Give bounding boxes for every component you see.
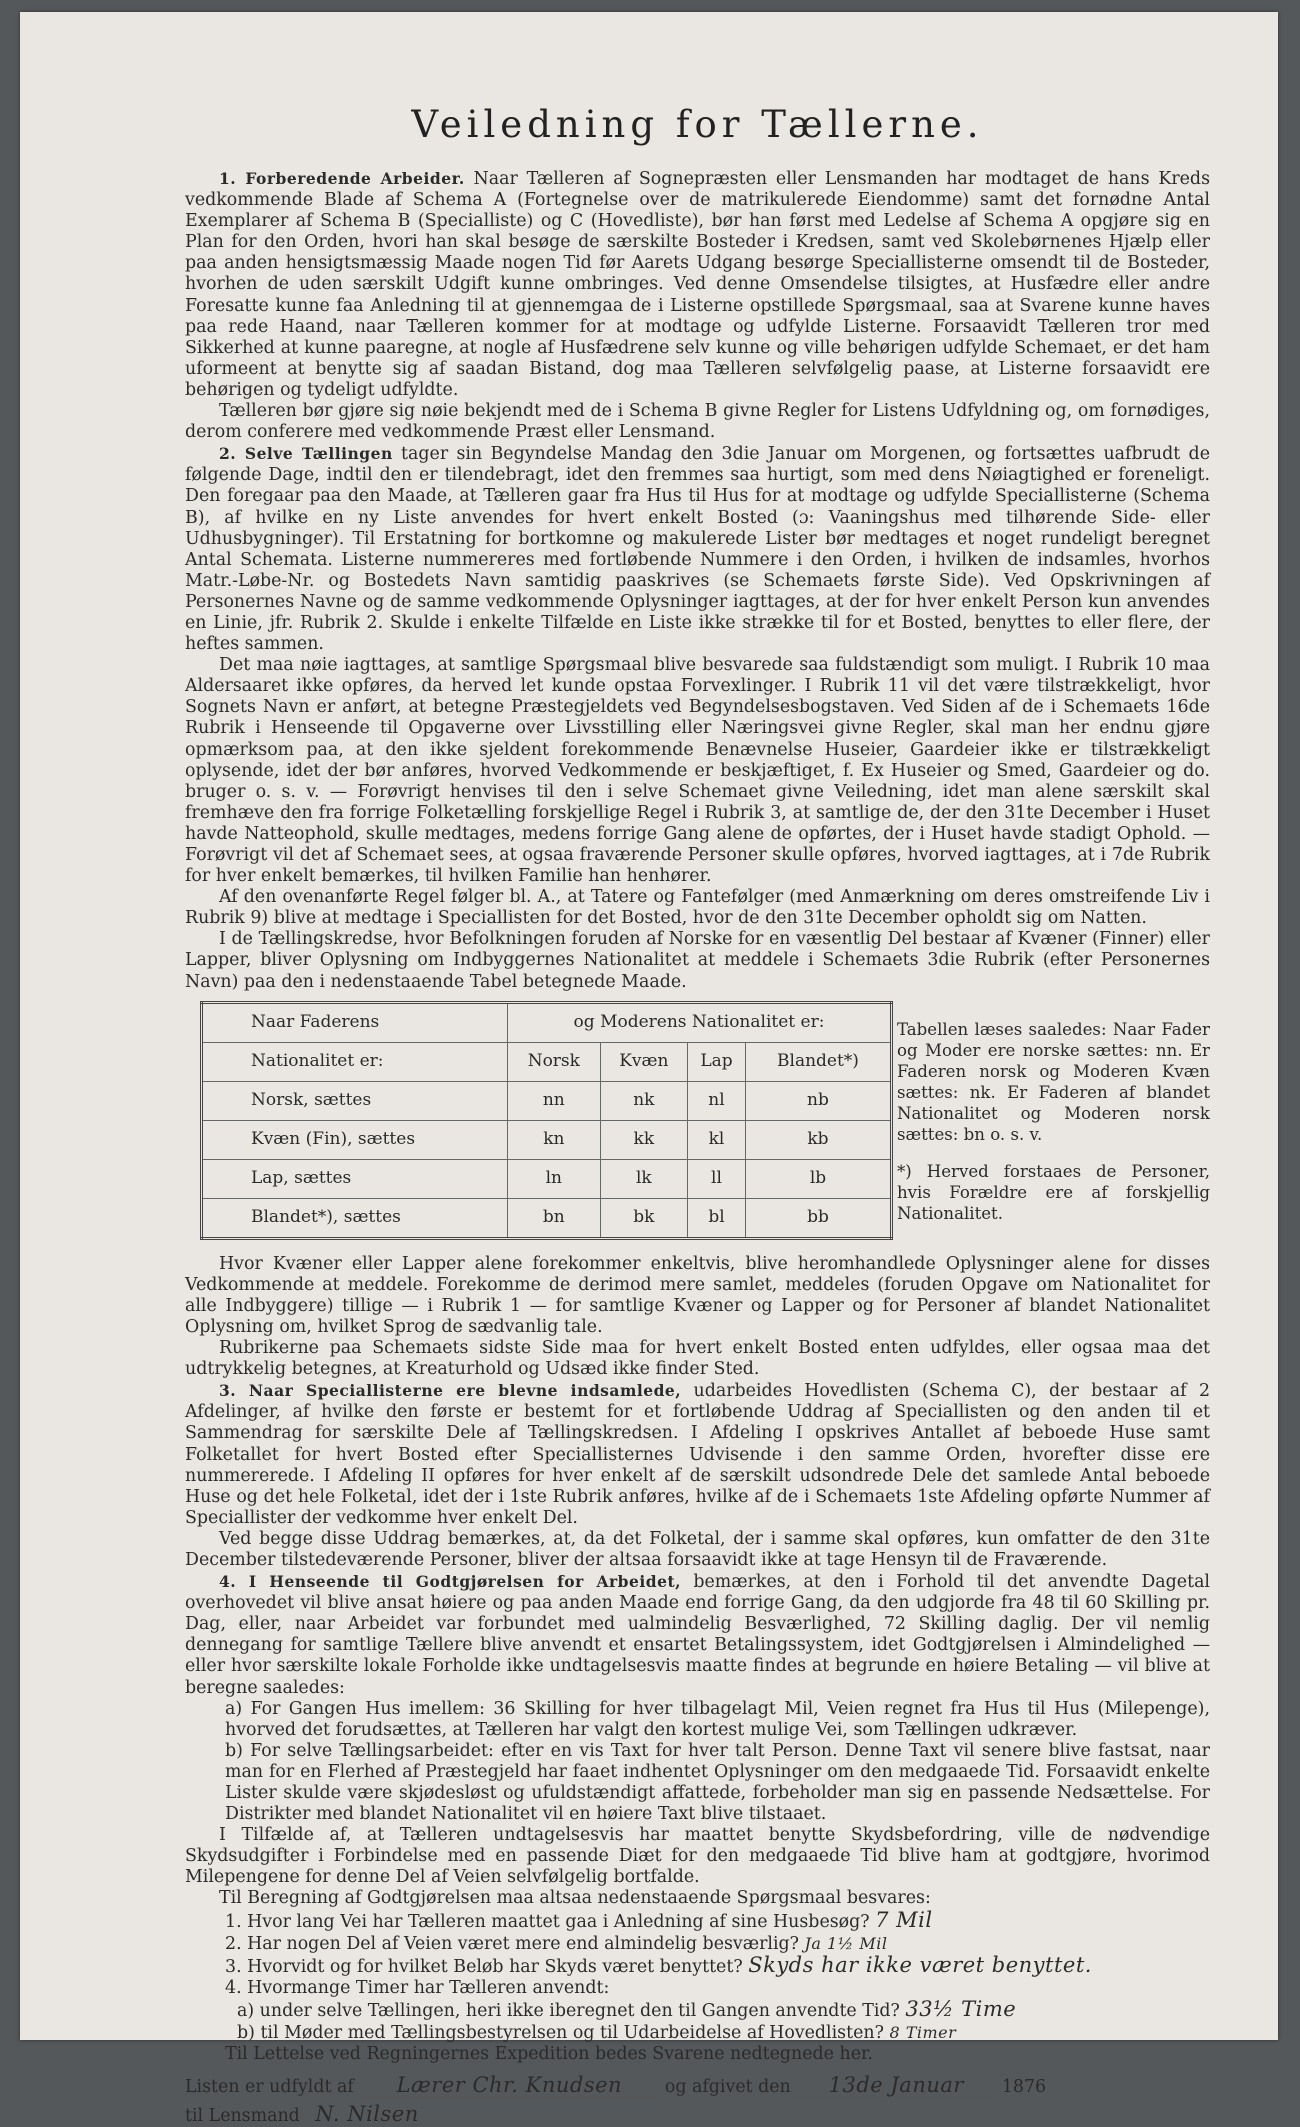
table-row-label: Norsk, sættes [202,1081,508,1120]
section-1-text: Naar Tælleren af Sognepræsten eller Lensmanden har modtaget de hans Kreds vedkommende Blade af Schema A (Fortegnelse over de matrikulerede Eiendomme) samt det fornødne Antal Exemplarer af Schema B (Specialliste) og C (Hovedliste), bør han først med Ledelse af Schema A opgjøre sig en Plan for den Orden, hvori han skal besøge de særskilte Bosteder i Kredsen, samt ved Skolebørnenes Hjælp eller paa anden hensigtsmæssig Maade nogen Tid før Aarets Udgang besørge Speciallisterne omsendt til de Bosteder, hvorhen de uden særskilt Udgift kunne ombringes. Ved denne Omsendelse tilsigtes, at Husfædre eller andre Foresatte kunne faa Anledning til at gjennemgaa de i Listerne opstillede Spørgsmaal, saa at Svarene kunne haves paa rede Haand, naar Tælleren kommer for at modtage og udfylde Listerne. Forsaavidt Tælleren tror med Sikkerhed at kunne paaregne, at nogle af Husfædrene selv kunne og ville behørigen udfylde Schemaet, er det ham uformeent at benytte sig af saadan Bistand, dog maa Tælleren selvfølgelig paase, at Listerne forsaavidt ere behørigen og tydeligt udfyldte. [185,169,1210,400]
table-reading-note: Tabellen læses saaledes: Naar Fader og Moder ere norske sættes: nn. Er Faderen norsk og Moderen Kvæn sættes: nk. Er Faderen af blandet Nationalitet og Moderen norsk sættes: bn o. s. v. [897,1019,1210,1144]
date-label: og afgivet den [664,2077,791,2098]
table-header-father-1: Naar Faderens [202,1002,508,1042]
question-4a [185,1996,1210,2022]
table-cell: kb [745,1120,891,1159]
question-4a-answer: 33½ Time [905,1996,1017,2021]
section-2-paragraph-3: Af den ovenanførte Regel følger bl. A., at Tatere og Fantefølger (med Anmærkning om deres omstreifende Liv i Rubrik 9) blive at medtage i Speciallisten for det Bosted, hvor de den 31te December opholdt sig om Natten. [185,887,1210,929]
section-1-paragraph-2: Tælleren bør gjøre sig nøie bekjendt med de i Schema B givne Regler for Listens Udfyldning og, om fornødiges, derom conferere med vedkommende Præst eller Lensmand. [185,401,1210,443]
table-cell: ll [688,1159,746,1198]
table-cell: nl [688,1081,746,1120]
section-2-paragraph-4: I de Tællingskredse, hvor Befolkningen foruden af Norske for en væsentlig Del bestaar af Kvæner (Finner) eller Lapper, bliver Oplysning om Indbyggernes Nationalitet at meddele i Schemaets 3die Rubrik (efter Personernes Navn) paa den i nedenstaaende Tabel betegnede Maade. [185,929,1210,992]
section-3-paragraph-2: Ved begge disse Uddrag bemærkes, at, da det Folketal, der i samme skal opføres, kun omfatter de den 31te December tilstedeværende Personer, bliver der altsaa forsaavidt ikke at tage Hensyn til de Fraværende. [185,1528,1210,1570]
question-1-answer: 7 Mil [875,1907,933,1932]
section-2-text: tager sin Begyndelse Mandag den 3die Januar om Morgenen, og fortsættes uafbrudt de følgende Dage, indtil den er tilendebragt, idet den fremmes saa hurtigt, som med dens Nøiagtighed er foreneligt. Den foregaar paa den Maade, at Tælleren gaar fra Hus til Hus for at modtage og udfylde Speciallisterne (Schema B), af hvilke en ny Liste anvendes for hvert enkelt Bosted (ɔ: Vaaningshus med tilhørende Side- eller Udhusbygninger). Til Erstatning for bortkomne og makulerede Lister bør medtages et noget rundeligt beregnet Antal Schemata. Listerne nummereres med fortløbende Nummere i den Orden, i hvilken de indsamles, hvorhos Matr.-Løbe-Nr. og Bostedets Navn samtidig paaskrives (se Schemaets første Side). Ved Opskrivningen af Personernes Navne og de samme vedkommende Oplysninger iagttages, at der for hver enkelt Person kun anvendes en Linie, jfr. Rubrik 2. Skulde i enkelte Tilfælde en Liste ikke strække til for et Bosted, benyttes to eller flere, der heftes sammen. [185,444,1210,655]
page-title: Veiledning for Tællerne. [411,103,984,146]
signature-label: Listen er udfyldt af [185,2077,354,2098]
section-2-paragraph-2: Det maa nøie iagttages, at samtlige Spørgsmaal blive besvarede saa fuldstændigt som muligt. I Rubrik 10 maa Aldersaaret ikke opføres, da herved let kunde opstaa Forvexlinger. I Rubrik 11 vil det være tilstrækkeligt, hvor Sognets Navn er anført, at betegne Præstegjeldets ved Begyndelsesbogstaven. Ved Siden af de i Schemaets 16de Rubrik i Henseende til Opgaverne over Livsstilling eller Næringsvei givne Regler, skal man her endnu gjøre opmærksom paa, at den ikke sjeldent forekommende Benævnelse Huseier, Gaardeier ikke er tilstrækkeligt oplysende, idet der bør anføres, hvorved Vedkommende er beskjæftiget, f. Ex Huseier og Smed, Gaardeier og do. bruger o. s. v. — Forøvrigt henvises til den i selve Schemaet givne Veiledning, idet man alene særskilt skal fremhæve den fra forrige Folketælling forskjellige Regel i Rubrik 3, at samtlige de, der den 31te December i Huset havde Natteophold, skulle medtages, medens forrige Gang alene de opførtes, der i Huset havde stadigt Ophold. — Forøvrigt vil det af Schemaet sees, at ogsaa fraværende Personer skulle opføres, hvorved iagttages, at i 7de Rubrik for hver enkelt bemærkes, til hvilken Familie han henhører. [185,655,1210,887]
table-cell: bk [600,1198,687,1238]
question-2-answer: Ja 1½ Mil [804,1933,888,1953]
table-col-header: Lap [688,1042,746,1081]
table-cell: lk [600,1159,687,1198]
question-4b [185,2022,1210,2044]
sheriff-name: N. Nilsen [305,2104,535,2126]
question-3-text: 3. Hvorvidt og for hvilket Beløb har Skyds været benyttet? [225,1956,743,1977]
sheriff-label: til Lensmand [185,2106,300,2127]
year: 1876 [1001,2077,1047,2098]
question-4: 4. Hvormange Timer har Tælleren anvendt: [225,1977,610,1998]
table-cell: nb [745,1081,891,1120]
after-table-paragraph-1: Hvor Kvæner eller Lapper alene forekommer enkeltvis, blive heromhandlede Oplysninger alene for disses Vedkommende at meddele. Forekomme de derimod mere samlet, meddeles (foruden Opgave om Nationalitet for alle Indbyggere) tillige — i Rubrik 1 — for samtlige Kvæner og Lapper og for Personer af blandet Nationalitet Oplysning om, hvilket Sprog de sædvanlig tale. [185,1253,1210,1337]
signature-line-1 [185,2075,1210,2098]
section-4-heading: 4. I Henseende til Godtgjørelsen for Arbeidet, [219,1572,682,1592]
questions-note: Til Lettelse ved Regningernes Expedition bedes Svarene nedtegnede her. [225,2044,873,2065]
question-4b-answer: 8 Timer [889,2023,957,2043]
table-row [202,1159,892,1198]
section-2 [185,443,1210,655]
table-header-mother: og Moderens Nationalitet er: [508,1002,892,1042]
after-table-paragraph-2: Rubrikerne paa Schemaets sidste Side maa for hvert enkelt Bosted enten udfyldes, eller ogsaa maa det udtrykkelig betegnes, at Kreaturhold og Udsæd ikke finder Sted. [185,1338,1210,1380]
section-4-item-a: a) For Gangen Hus imellem: 36 Skilling for hver tilbagelagt Mil, Veien regnet fra Hus til Hus (Milepenge), hvorved det forudsættes, at Tælleren har valgt den kortest mulige Vei, som Tællingen udkræver. [225,1698,1210,1740]
question-4a-text: a) under selve Tællingen, heri ikke iberegnet den til Gangen anvendte Tid? [237,2000,900,2021]
table-col-header: Blandet*) [745,1042,891,1081]
table-row [202,1120,892,1159]
enumerator-name: Lærer Chr. Knudsen [359,2075,659,2097]
table-cell: kl [688,1120,746,1159]
section-2-heading: 2. Selve Tællingen [219,444,393,464]
nationality-table [200,1001,893,1240]
document-page [185,104,1210,2127]
section-1-heading: 1. Forberedende Arbeider. [219,169,465,188]
section-4-text: bemærkes, at den i Forhold til det anvendte Dagetal overhovedet vil blive ansat høiere og paa anden Maade end forrige Gang, da den udgjorde fra 48 til 60 Skilling pr. Dag, eller, naar Arbeidet var forbundet med ualmindelig Besværlighed, 72 Skilling daglig. Der vil nemlig dennegang for samtlige Tællere blive anvendt et ensartet Betalingssystem, idet Godtgjørelsen i Almindelighed — eller hvor særskilte lokale Forholde ikke undtagelsesvis maatte findes at begrunde en høiere Betaling — vil blive at beregne saaledes: [185,1572,1210,1698]
table-row [202,1081,892,1120]
section-3-heading: 3. Naar Speciallisterne ere blevne indsamlede, [219,1381,682,1401]
signature-line-2 [185,2104,1210,2127]
table-cell: bb [745,1198,891,1238]
table-row [202,1198,892,1238]
table-cell: bn [508,1198,601,1238]
question-2-text: 2. Har nogen Del af Veien været mere end almindelig besværlig? [225,1933,799,1954]
question-3-answer: Skyds har ikke været benyttet. [748,1952,1092,1977]
table-row-label: Kvæn (Fin), sættes [202,1120,508,1159]
table-cell: lb [745,1159,891,1198]
table-row-label: Lap, sættes [202,1159,508,1198]
section-1 [185,168,1210,401]
table-col-header: Kvæn [600,1042,687,1081]
table-footnote: *) Herved forstaaes de Personer, hvis Forældre ere af forskjellig Nationalitet. [897,1161,1210,1223]
table-cell: bl [688,1198,746,1238]
table-cell: kk [600,1120,687,1159]
section-4-paragraph-4: Til Beregning af Godtgjørelsen maa altsaa nedenstaaende Spørgsmaal besvares: [219,1888,931,1909]
question-3 [185,1952,1210,1978]
nationality-table-block [185,1001,1210,1246]
section-3 [185,1380,1210,1529]
table-header-father-2: Nationalitet er: [202,1042,508,1081]
section-4 [185,1571,1210,1699]
table-cell: nn [508,1081,601,1120]
table-cell: ln [508,1159,601,1198]
document-sheet [20,12,1278,2127]
question-2 [185,1933,1210,1955]
table-cell: kn [508,1120,601,1159]
question-1-text: 1. Hvor lang Vei har Tælleren maattet gaa i Anledning af sine Husbesøg? [225,1911,870,1932]
table-col-header: Norsk [508,1042,601,1081]
table-row-label: Blandet*), sættes [202,1198,508,1238]
table-cell: nk [600,1081,687,1120]
section-3-text: udarbeides Hovedlisten (Schema C), der bestaar af 2 Afdelinger, af hvilke den første er bestemt for et fortløbende Uddrag af Speciallisten og den anden til et Sammendrag for særskilte Dele af Tællingskredsen. I Afdeling I opskrives Antallet af beboede Huse samt Folketallet for hvert Bosted efter Speciallisternes Udvisende i den samme Orden, hvorefter disse ere nummererede. I Afdeling II opføres for hver enkelt af de særskilt udsondrede Dele det samlede Antal beboede Huse og det hele Folketal, idet der i 1ste Rubrik anføres, hvilke af de i Schemaets 1ste Afdeling opførte Nummer af Speciallister der vedkomme hver enkelt Del. [185,1381,1211,1528]
question-4b-text: b) til Møder med Tællingsbestyrelsen og til Udarbeidelse af Hovedlisten? [237,2023,884,2044]
section-4-paragraph-3: I Tilfælde af, at Tælleren undtagelsesvis har maattet benytte Skydsbefordring, ville de nødvendige Skydsudgifter i Forbindelse med en passende Diæt for den medgaaede Tid blive ham at godtgjøre, hvorimod Milepengene for denne Del af Veien selvfølgelig bortfalde. [185,1825,1210,1888]
delivery-date: 13de Januar [796,2075,996,2097]
question-1 [185,1907,1210,1933]
section-4-item-b: b) For selve Tællingsarbeidet: efter en vis Taxt for hver talt Person. Denne Taxt vil senere blive fastsat, naar man for en Flerhed af Præstegjeld har faaet indhentet Oplysninger om den medgaaede Tid. Forsaavidt enkelte Lister skulde være skjødesløst og ufuldstændigt affattede, forbeholder man sig en passende Nedsættelse. For Distrikter med blandet Nationalitet vil en høiere Taxt blive tilstaaet. [225,1740,1210,1825]
